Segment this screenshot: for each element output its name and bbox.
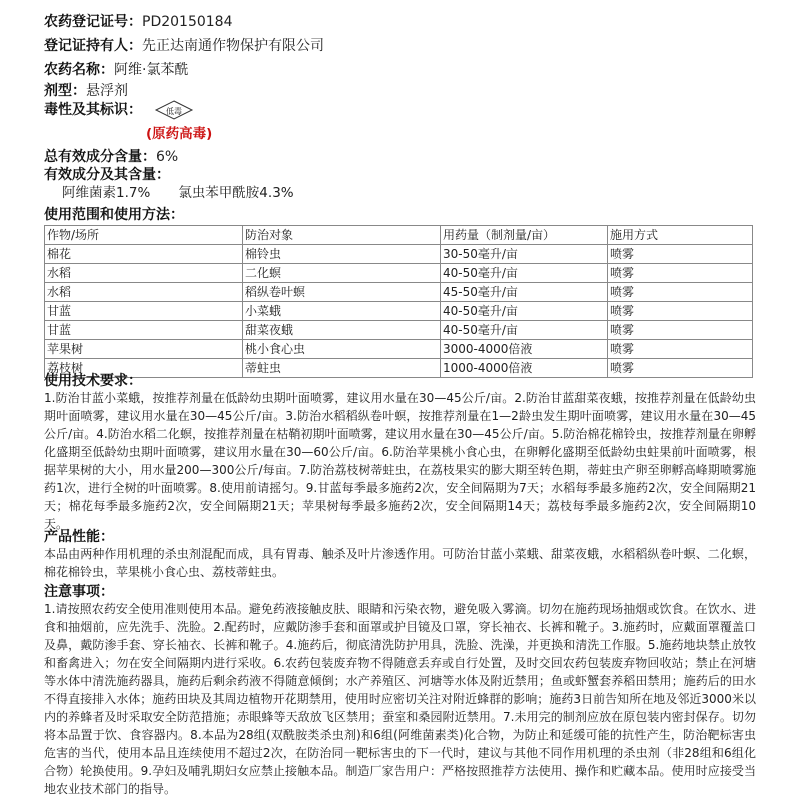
table-cell: 棉铃虫	[243, 245, 441, 264]
total-content-row	[44, 146, 178, 167]
table-cell: 喷雾	[608, 245, 753, 264]
registration-number-row	[44, 11, 232, 32]
table-row	[45, 302, 753, 321]
performance-text: 本品由两种作用机理的杀虫剂混配而成，具有胃毒、触杀及叶片渗透作用。可防治甘蓝小菜蛾、甜菜夜蛾，水稻稻纵卷叶螟、二化螟，棉花棉铃虫，苹果桃小食心虫、荔枝蒂蛀虫。	[44, 547, 756, 579]
table-cell: 甘蓝	[45, 302, 243, 321]
table-header-cell: 作物/场所	[45, 226, 243, 245]
ingredient-item: 氯虫苯甲酰胺4.3%	[178, 185, 294, 201]
name-row	[44, 59, 188, 80]
table-cell: 荔枝树	[45, 359, 243, 378]
table-cell: 桃小食心虫	[243, 340, 441, 359]
holder-value: 先正达南通作物保护有限公司	[142, 38, 324, 54]
low-toxicity-badge-icon	[154, 100, 194, 120]
ingredient-item: 阿维菌素1.7%	[62, 185, 151, 201]
table-cell: 甘蓝	[45, 321, 243, 340]
holder-row	[44, 35, 324, 56]
tech-requirements-title: 使用技术要求：	[44, 373, 142, 389]
reg-no-value: PD20150184	[142, 14, 233, 30]
table-cell: 30-50毫升/亩	[441, 245, 608, 264]
table-cell: 水稻	[45, 264, 243, 283]
table-cell: 喷雾	[608, 321, 753, 340]
table-cell: 40-50毫升/亩	[441, 302, 608, 321]
toxicity-label: 毒性及其标识：	[44, 102, 142, 118]
table-row	[45, 264, 753, 283]
table-cell: 3000-4000倍液	[441, 340, 608, 359]
form-value: 悬浮剂	[86, 83, 128, 99]
usage-table	[44, 225, 753, 378]
table-cell: 1000-4000倍液	[441, 359, 608, 378]
table-header-cell: 用药量（制剂量/亩）	[441, 226, 608, 245]
table-cell: 棉花	[45, 245, 243, 264]
ingredients-label: 有效成分及其含量：	[44, 167, 170, 183]
table-row	[45, 359, 753, 378]
reg-no-label: 农药登记证号：	[44, 14, 142, 30]
form-label: 剂型：	[44, 83, 86, 99]
table-row	[45, 340, 753, 359]
form-row	[44, 80, 128, 101]
table-cell: 喷雾	[608, 359, 753, 378]
holder-label: 登记证持有人：	[44, 38, 142, 54]
usage-title: 使用范围和使用方法：	[44, 207, 184, 223]
table-cell: 蒂蛀虫	[243, 359, 441, 378]
table-cell: 二化螟	[243, 264, 441, 283]
performance-title: 产品性能：	[44, 529, 114, 545]
table-cell: 喷雾	[608, 264, 753, 283]
toxicity-row	[44, 99, 194, 120]
table-cell: 小菜蛾	[243, 302, 441, 321]
toxicity-badge-text: 低毒	[166, 106, 182, 116]
total-content-label: 总有效成分含量：	[44, 149, 156, 165]
table-header-cell: 施用方式	[608, 226, 753, 245]
name-label: 农药名称：	[44, 62, 114, 78]
table-header-row	[45, 226, 753, 245]
ingredients-list	[62, 183, 294, 203]
table-cell: 水稻	[45, 283, 243, 302]
table-cell: 40-50毫升/亩	[441, 264, 608, 283]
tech-requirements-text: 1.防治甘蓝小菜蛾，按推荐剂量在低龄幼虫期叶面喷雾，建议用水量在30—45公斤/亩。2.防治甘蓝甜菜夜蛾，按推荐剂量在低龄幼虫期叶面喷雾，建议用水量在30—45公斤/亩。3.防治水稻稻纵卷叶螟，按推荐剂量在1—2龄虫发生期叶面喷雾，建议用水量在30—45公斤/亩。4.防治水稻二化螟，按推荐剂量在枯鞘初期叶面喷雾，建议用水量在30—45公斤/亩。5.防治棉花棉铃虫，按推荐剂量在卵孵化盛期至低龄幼虫期叶面喷雾，建议用水量在30—60公斤/亩。6.防治苹果桃小食心虫，在卵孵化盛期至低龄幼虫蛀果前叶面喷雾，根据苹果树的大小，用水量200—300公斤/每亩。7.防治荔枝树蒂蛀虫，在荔枝果实的膨大期至转色期，蒂蛀虫产卵至卵孵高峰期喷雾施药1次，进行全树的叶面喷雾。8.使用前请摇匀。9.甘蓝每季最多施药2次，安全间隔期为7天；水稻每季最多施药2次，安全间隔期21天；棉花每季最多施药2次，安全间隔期21天；苹果树每季最多施药2次，安全间隔期14天；荔枝每季最多施药2次，安全间隔期10天。	[44, 391, 756, 531]
notes-title: 注意事项：	[44, 584, 114, 600]
table-cell: 喷雾	[608, 340, 753, 359]
name-value: 阿维·氯苯酰	[114, 62, 189, 78]
table-cell: 稻纵卷叶螟	[243, 283, 441, 302]
table-cell: 喷雾	[608, 302, 753, 321]
table-header-cell: 防治对象	[243, 226, 441, 245]
table-cell: 甜菜夜蛾	[243, 321, 441, 340]
toxicity-note: (原药高毒)	[146, 126, 213, 142]
table-cell: 40-50毫升/亩	[441, 321, 608, 340]
table-cell: 喷雾	[608, 283, 753, 302]
table-cell: 45-50毫升/亩	[441, 283, 608, 302]
notes-text: 1.请按照农药安全使用准则使用本品。避免药液接触皮肤、眼睛和污染衣物，避免吸入雾滴。切勿在施药现场抽烟或饮食。在饮水、进食和抽烟前，应先洗手、洗脸。2.配药时，应戴防渗手套和面罩或护目镜及口罩，穿长袖衣、长裤和靴子。3.施药时，应戴面罩覆盖口及鼻，戴防渗手套、穿长袖衣、长裤和靴子。4.施药后，彻底清洗防护用具，洗脸、洗澡，并更换和清洗工作服。5.施药地块禁止放牧和畜禽进入；勿在安全间隔期内进行采收。6.农药包装废弃物不得随意丢弃或自行处置，及时交回农药包装废弃物回收站；禁止在河塘等水体中清洗施药器具，施药后剩余药液不得随意倾倒；水产养殖区、河塘等水体及附近禁用；鱼或虾蟹套养稻田禁用；施药后的田水不得直接排入水体；施药田块及其周边植物开花期禁用，使用时应密切关注对附近蜂群的影响；施药3日前告知所在地及邻近3000米以内的养蜂者及时采取安全防范措施；赤眼蜂等天敌放飞区禁用；蚕室和桑园附近禁用。7.未用完的制剂应放在原包装内密封保存。切勿将本品置于饮、食容器内。8.本品为28组(双酰胺类杀虫剂)和6组(阿维菌素类)化合物，为防止和延缓可能的抗性产生，防治靶标害虫危害的当代，使用本品且连续使用不超过2次，在防治同一靶标害虫的下一代时，建议与其他不同作用机理的杀虫剂（非28组和6组化合物）轮换使用。9.孕妇及哺乳期妇女应禁止接触本品。制造厂家告用户：严格按照推荐方法使用、操作和贮藏本品。使用时应接受当地农业技术部门的指导。	[44, 602, 756, 796]
table-row	[45, 283, 753, 302]
table-row	[45, 245, 753, 264]
table-row	[45, 321, 753, 340]
table-cell: 苹果树	[45, 340, 243, 359]
total-content-value: 6%	[156, 149, 179, 165]
